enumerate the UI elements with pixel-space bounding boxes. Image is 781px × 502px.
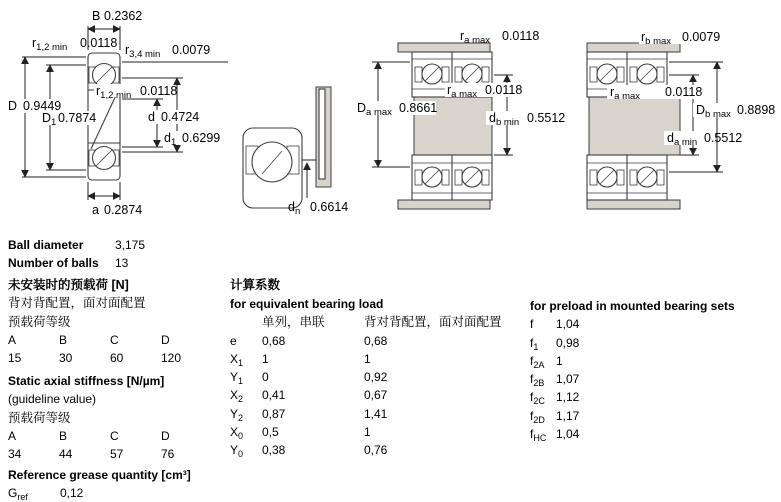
dim-d-label: d bbox=[148, 110, 155, 124]
grease-value: 0,12 bbox=[60, 486, 84, 501]
stiffness-value: 34 bbox=[8, 447, 22, 462]
factor-value-paired: 1 bbox=[364, 425, 371, 440]
dim-dn-value: 0.6614 bbox=[310, 200, 349, 214]
factor-label: $Y_0$ bbox=[230, 443, 244, 460]
stiffness-value: 44 bbox=[59, 447, 73, 462]
dim-rb-max-value: 0.0079 bbox=[682, 30, 721, 44]
factor-label: e bbox=[230, 333, 237, 348]
dim-da-min-label: $d_{a min}$ bbox=[667, 131, 698, 148]
factor-label: $f_{HC}$ bbox=[530, 427, 547, 444]
factor-label: $X_0$ bbox=[230, 425, 244, 442]
dim-r34-value: 0.0079 bbox=[172, 43, 211, 57]
factor-value-single: 0,68 bbox=[262, 333, 286, 348]
table-row bbox=[8, 254, 145, 272]
dim-d1-value: 0.6299 bbox=[182, 131, 221, 145]
table-row bbox=[230, 368, 502, 386]
preload-value: 60 bbox=[110, 351, 124, 366]
calculation-factors-table bbox=[230, 276, 502, 460]
factor-value-single: 1 bbox=[262, 351, 269, 366]
table-row bbox=[230, 441, 502, 459]
guideline-note: (guideline value) bbox=[8, 392, 97, 407]
dim-B-value: 0.2362 bbox=[104, 9, 143, 23]
preload-values-row bbox=[8, 349, 212, 367]
table-row bbox=[230, 386, 502, 404]
mounted-pair-right-drawing bbox=[587, 30, 775, 209]
dim-ra-max-top-value: 0.0118 bbox=[502, 29, 540, 43]
class-header: A bbox=[8, 332, 17, 347]
factor-value-single: 0,41 bbox=[262, 388, 286, 403]
table-row bbox=[530, 315, 735, 333]
section-title: 计算系数 bbox=[230, 278, 281, 292]
factor-label: $X_1$ bbox=[230, 351, 244, 368]
dim-D-value: 0.9449 bbox=[23, 99, 62, 113]
table-row bbox=[530, 334, 735, 352]
factor-value-paired: 0,67 bbox=[364, 388, 388, 403]
table-row bbox=[530, 352, 735, 370]
factor-value-paired: 1 bbox=[364, 351, 371, 366]
grease-table bbox=[8, 466, 191, 502]
dim-r12-top-label: $r_{1,2 min}$ bbox=[32, 36, 68, 53]
section-title: Static axial stiffness [N/µm] bbox=[8, 374, 165, 388]
bearing-cross-section-drawing bbox=[5, 9, 228, 217]
dim-B-label: B bbox=[92, 9, 101, 23]
dim-Db-max-label: $D_{b max}$ bbox=[696, 103, 731, 120]
class-header: B bbox=[59, 332, 68, 347]
table-row bbox=[8, 484, 191, 502]
factor-value: 0,98 bbox=[556, 335, 580, 350]
col-header-single-tandem: 单列，串联 bbox=[262, 315, 325, 330]
dim-ra-max-value: 0.0118 bbox=[665, 85, 703, 99]
preload-unmounted-table bbox=[8, 276, 212, 367]
dim-r12-top-value: 0.0118 bbox=[80, 36, 118, 50]
factor-value: 1,12 bbox=[556, 390, 580, 405]
mounted-pair-left-drawing bbox=[354, 29, 565, 209]
preload-factors-table bbox=[530, 297, 735, 443]
table-row bbox=[530, 388, 735, 406]
dim-ra-max-mid-value: 0.0118 bbox=[485, 83, 523, 97]
dim-db-min-value: 0.5512 bbox=[527, 111, 566, 125]
preload-class-header-row bbox=[8, 331, 212, 349]
factor-value-single: 0,38 bbox=[262, 443, 286, 458]
dim-D-label: D bbox=[8, 99, 18, 113]
dim-rb-max-label: $r_{b max}$ bbox=[641, 30, 672, 47]
dim-Db-max-value: 0.8898 bbox=[737, 103, 776, 117]
dim-d-value: 0.4724 bbox=[161, 110, 200, 124]
factor-value-single: 0,5 bbox=[262, 425, 279, 440]
dim-dn-label: $d_n$ bbox=[288, 200, 301, 217]
factor-value-paired: 0,68 bbox=[364, 333, 388, 348]
dim-ra-max-top-label: $r_{a max}$ bbox=[460, 29, 491, 46]
class-header: C bbox=[110, 428, 119, 443]
class-header: B bbox=[59, 428, 68, 443]
dim-r12-mid-value: 0.0118 bbox=[140, 84, 178, 98]
preload-value: 15 bbox=[8, 351, 22, 366]
table-row bbox=[230, 423, 502, 441]
factor-value: 1,04 bbox=[556, 317, 580, 332]
col-header-back-to-back: 背对背配置，面对面配置 bbox=[364, 315, 502, 330]
dim-Da-max-label: $D_{a max}$ bbox=[357, 101, 392, 118]
seal-cross-section-drawing bbox=[316, 87, 331, 187]
factor-value-paired: 0,92 bbox=[364, 370, 388, 385]
spec-label: Number of balls bbox=[8, 256, 99, 271]
stiffness-value: 76 bbox=[161, 447, 175, 462]
spec-label: Ball diameter bbox=[8, 238, 84, 252]
preload-value: 120 bbox=[161, 351, 182, 366]
table-row bbox=[530, 407, 735, 425]
factor-label: $f_{2D}$ bbox=[530, 408, 545, 425]
factor-value-single: 0 bbox=[262, 370, 269, 385]
preload-class-label: 预载荷等级 bbox=[8, 410, 71, 425]
factor-value-single: 0,87 bbox=[262, 406, 286, 421]
dim-ra-max-mid-label: $r_{a max}$ bbox=[447, 83, 478, 100]
table-row bbox=[230, 405, 502, 423]
column-header-row bbox=[230, 313, 502, 331]
table-row bbox=[530, 370, 735, 388]
table-row bbox=[230, 350, 502, 368]
factor-value-paired: 0,76 bbox=[364, 443, 388, 458]
factor-label: $Y_1$ bbox=[230, 370, 244, 387]
dim-a-label: a bbox=[92, 203, 99, 217]
stiffness-value: 57 bbox=[110, 447, 124, 462]
factor-value: 1,04 bbox=[556, 427, 580, 442]
section-subtitle: for equivalent bearing load bbox=[230, 297, 384, 311]
dim-r12-mid-label: $r_{1,2 min}$ bbox=[96, 84, 132, 101]
class-header: C bbox=[110, 332, 119, 347]
factor-label: f bbox=[530, 317, 534, 332]
preload-value: 30 bbox=[59, 351, 73, 366]
table-row bbox=[8, 236, 145, 254]
factor-value: 1,07 bbox=[556, 372, 580, 387]
bearing-diagrams bbox=[0, 0, 781, 232]
spec-value: 13 bbox=[115, 256, 129, 271]
preload-class-label: 预载荷等级 bbox=[8, 314, 71, 329]
section-title: for preload in mounted bearing sets bbox=[530, 299, 735, 313]
table-row bbox=[230, 332, 502, 350]
ball-spec-table bbox=[8, 236, 145, 273]
section-title: Reference grease quantity [cm³] bbox=[8, 468, 191, 482]
class-header: D bbox=[161, 332, 170, 347]
dim-D1-value: 0.7874 bbox=[58, 111, 97, 125]
dim-Da-max-value: 0.8661 bbox=[399, 101, 438, 115]
factor-label: $f_1$ bbox=[530, 335, 539, 352]
factor-value-paired: 1,41 bbox=[364, 406, 388, 421]
class-header: A bbox=[8, 428, 17, 443]
factor-label: $f_{2C}$ bbox=[530, 390, 545, 407]
factor-value: 1,17 bbox=[556, 408, 580, 423]
dim-db-min-label: $d_{b min}$ bbox=[489, 111, 520, 128]
table-row bbox=[530, 425, 735, 443]
dim-ra-max-label: $r_{a max}$ bbox=[610, 85, 641, 102]
factor-label: $Y_2$ bbox=[230, 406, 244, 423]
stiffness-table bbox=[8, 372, 212, 463]
section-title: 未安装时的预载荷 [N] bbox=[8, 278, 129, 292]
factor-label: $f_{2B}$ bbox=[530, 372, 545, 389]
bearing-front-drawing bbox=[243, 87, 348, 217]
grease-label: $G_{ref}$ bbox=[8, 486, 28, 502]
dim-d1-label: $d_1$ bbox=[164, 131, 177, 148]
dim-a-value: 0.2874 bbox=[104, 203, 143, 217]
factor-label: $X_2$ bbox=[230, 388, 244, 405]
stiffness-values-row bbox=[8, 445, 212, 463]
factor-value: 1 bbox=[556, 353, 563, 368]
class-header: D bbox=[161, 428, 170, 443]
spec-value: 3,175 bbox=[115, 238, 146, 252]
stiffness-class-header-row bbox=[8, 427, 212, 445]
section-subtitle: 背对背配置，面对面配置 bbox=[8, 296, 146, 311]
dim-D1-label: $D_1$ bbox=[42, 111, 57, 128]
dim-r34-label: $r_{3,4 min}$ bbox=[125, 43, 161, 60]
dim-da-min-value: 0.5512 bbox=[704, 131, 743, 145]
factor-label: $f_{2A}$ bbox=[530, 353, 545, 370]
